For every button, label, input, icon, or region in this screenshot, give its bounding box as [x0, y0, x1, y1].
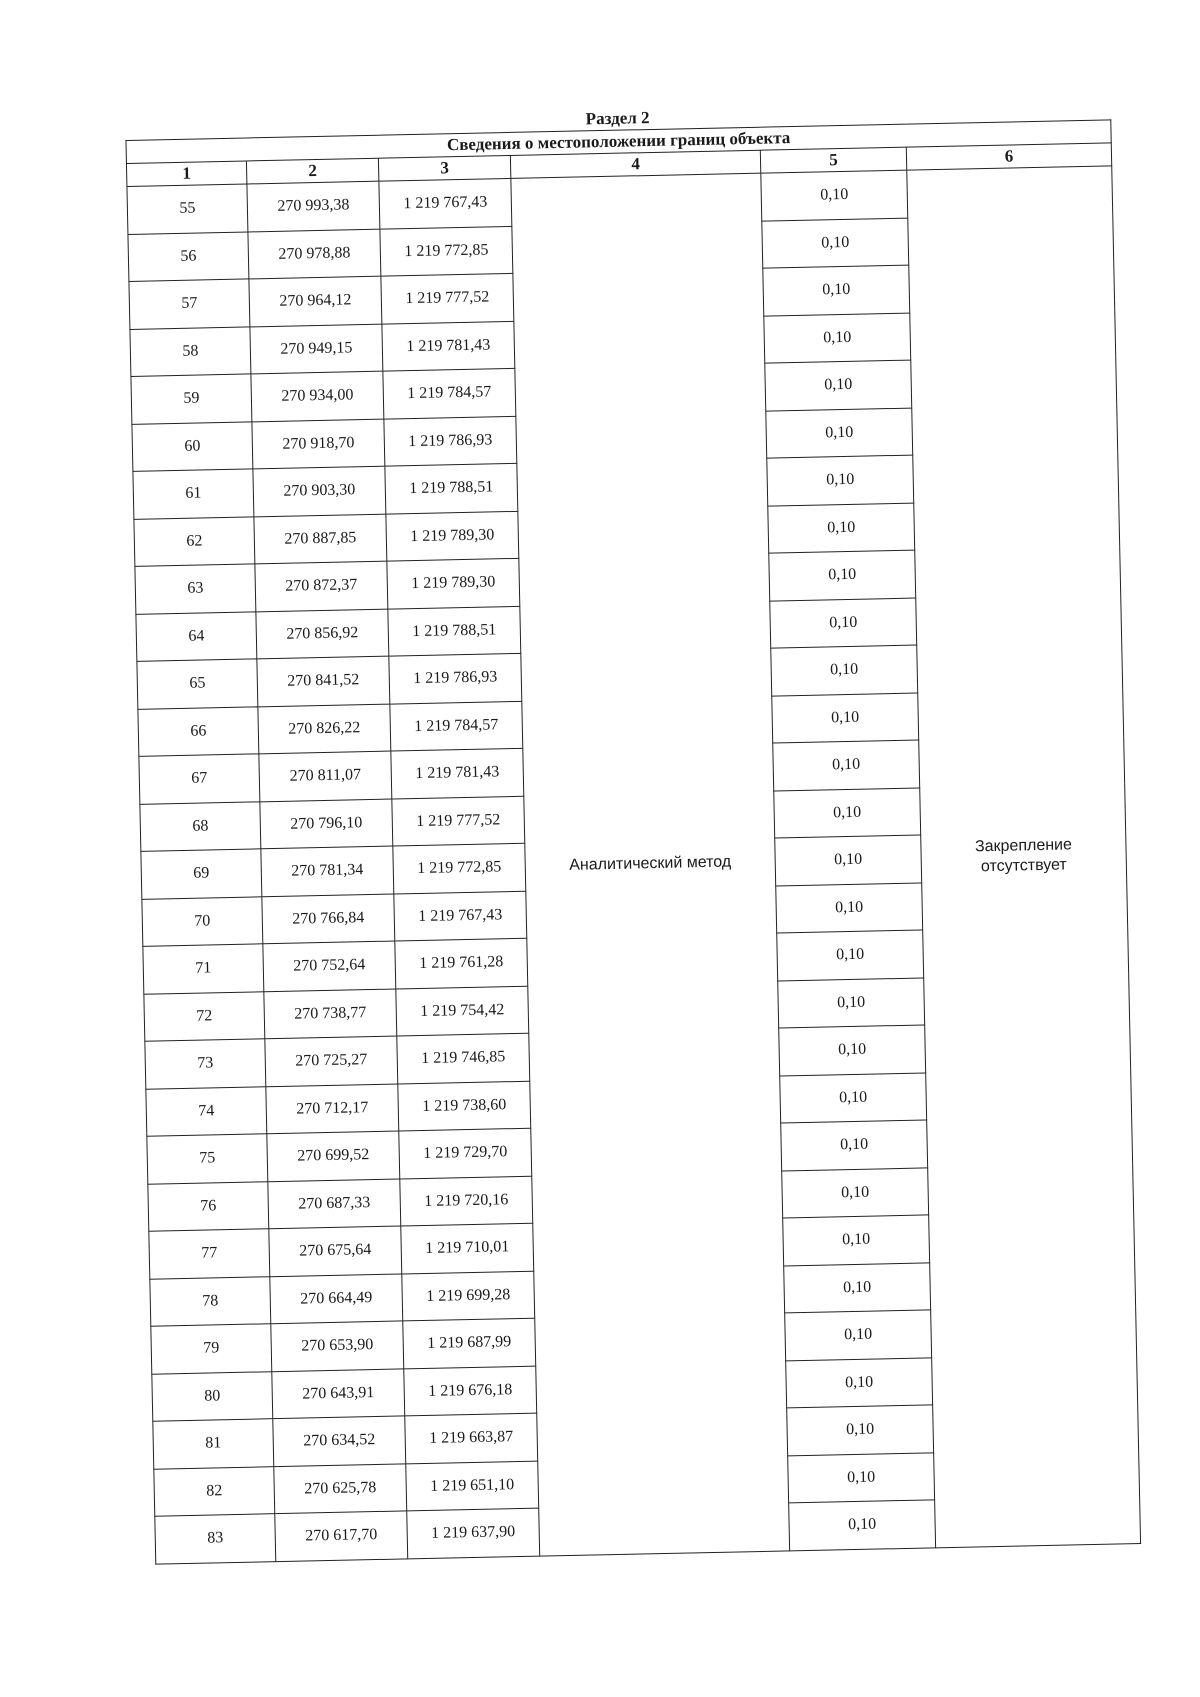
fixation-cell — [907, 166, 1141, 1547]
y-coordinate-cell: 1 219 738,60 — [398, 1081, 531, 1131]
accuracy-cell: 0,10 — [763, 265, 910, 316]
accuracy-cell: 0,10 — [789, 1500, 936, 1551]
column-header-4: 4 — [510, 150, 760, 178]
x-coordinate-cell: 270 856,92 — [256, 609, 389, 659]
accuracy-cell: 0,10 — [776, 882, 923, 933]
x-coordinate-cell: 270 752,64 — [263, 941, 396, 991]
point-number-cell: 72 — [144, 991, 265, 1041]
section-title: Раздел 2 — [585, 108, 650, 129]
x-coordinate-cell: 270 634,52 — [273, 1416, 406, 1466]
y-coordinate-cell: 1 219 789,30 — [386, 511, 519, 561]
accuracy-cell: 0,10 — [779, 1025, 926, 1076]
y-coordinate-cell: 1 219 767,43 — [379, 178, 512, 228]
accuracy-cell: 0,10 — [762, 218, 909, 269]
column-header-3: 3 — [378, 155, 510, 181]
accuracy-cell: 0,10 — [764, 313, 911, 364]
x-coordinate-cell: 270 826,22 — [258, 704, 391, 754]
document-sheet — [125, 97, 1140, 1564]
accuracy-cell: 0,10 — [778, 977, 925, 1028]
y-coordinate-cell: 1 219 786,93 — [384, 416, 517, 466]
y-coordinate-cell: 1 219 676,18 — [404, 1366, 537, 1416]
column-header-6: 6 — [906, 143, 1111, 170]
y-coordinate-cell: 1 219 754,42 — [396, 986, 529, 1036]
accuracy-cell: 0,10 — [782, 1167, 929, 1218]
point-number-cell: 64 — [136, 611, 257, 661]
x-coordinate-cell: 270 796,10 — [260, 799, 393, 849]
point-number-cell: 71 — [143, 944, 264, 994]
x-coordinate-cell: 270 712,17 — [266, 1083, 399, 1133]
x-coordinate-cell: 270 625,78 — [274, 1463, 407, 1513]
x-coordinate-cell: 270 978,88 — [248, 229, 381, 279]
x-coordinate-cell: 270 675,64 — [269, 1226, 402, 1276]
point-number-cell: 70 — [142, 896, 263, 946]
accuracy-cell: 0,10 — [777, 930, 924, 981]
y-coordinate-cell: 1 219 720,16 — [400, 1176, 533, 1226]
accuracy-cell: 0,10 — [775, 835, 922, 886]
accuracy-cell: 0,10 — [784, 1262, 931, 1313]
y-coordinate-cell: 1 219 777,52 — [381, 273, 514, 323]
x-coordinate-cell: 270 738,77 — [264, 989, 397, 1039]
point-number-cell: 62 — [134, 516, 255, 566]
point-number-cell: 65 — [137, 659, 258, 709]
point-number-cell: 68 — [140, 801, 261, 851]
point-number-cell: 57 — [129, 279, 250, 329]
x-coordinate-cell: 270 841,52 — [257, 656, 390, 706]
x-coordinate-cell: 270 617,70 — [275, 1511, 408, 1561]
y-coordinate-cell: 1 219 781,43 — [382, 321, 515, 371]
fixation-line-1: Закрепление — [974, 836, 1073, 856]
y-coordinate-cell: 1 219 687,99 — [403, 1318, 536, 1368]
point-number-cell: 60 — [132, 421, 253, 471]
x-coordinate-cell: 270 918,70 — [252, 419, 385, 469]
y-coordinate-cell: 1 219 772,85 — [380, 226, 513, 276]
column-header-1: 1 — [126, 161, 246, 187]
table-body — [127, 166, 1141, 1564]
accuracy-cell: 0,10 — [769, 550, 916, 601]
point-number-cell: 67 — [139, 754, 260, 804]
accuracy-cell: 0,10 — [774, 788, 921, 839]
point-number-cell: 69 — [141, 849, 262, 899]
point-number-cell: 79 — [151, 1324, 272, 1374]
y-coordinate-cell: 1 219 637,90 — [407, 1508, 540, 1558]
y-coordinate-cell: 1 219 767,43 — [394, 891, 527, 941]
accuracy-cell: 0,10 — [781, 1120, 928, 1171]
boundary-table — [125, 119, 1141, 1564]
y-coordinate-cell: 1 219 761,28 — [395, 938, 528, 988]
y-coordinate-cell: 1 219 651,10 — [406, 1461, 539, 1511]
point-number-cell: 74 — [146, 1086, 267, 1136]
fixation-line-2: отсутствует — [980, 856, 1067, 876]
y-coordinate-cell: 1 219 784,57 — [383, 368, 516, 418]
y-coordinate-cell: 1 219 781,43 — [391, 748, 524, 798]
y-coordinate-cell: 1 219 777,52 — [392, 796, 525, 846]
y-coordinate-cell: 1 219 746,85 — [397, 1033, 530, 1083]
point-number-cell: 66 — [138, 706, 259, 756]
y-coordinate-cell: 1 219 784,57 — [390, 701, 523, 751]
point-number-cell: 80 — [152, 1371, 273, 1421]
point-number-cell: 56 — [128, 231, 249, 281]
x-coordinate-cell: 270 887,85 — [254, 514, 387, 564]
y-coordinate-cell: 1 219 788,51 — [385, 463, 518, 513]
point-number-cell: 78 — [150, 1276, 271, 1326]
table-caption: Сведения о местоположении границ объекта — [126, 120, 1111, 164]
accuracy-cell: 0,10 — [770, 598, 917, 649]
point-number-cell: 75 — [147, 1134, 268, 1184]
x-coordinate-cell: 270 687,33 — [268, 1178, 401, 1228]
point-number-cell: 55 — [127, 184, 248, 234]
x-coordinate-cell: 270 781,34 — [261, 846, 394, 896]
point-number-cell: 77 — [149, 1229, 270, 1279]
y-coordinate-cell: 1 219 710,01 — [401, 1223, 534, 1273]
x-coordinate-cell: 270 664,49 — [270, 1273, 403, 1323]
x-coordinate-cell: 270 872,37 — [255, 561, 388, 611]
accuracy-cell: 0,10 — [786, 1357, 933, 1408]
column-header-5: 5 — [760, 147, 906, 173]
y-coordinate-cell: 1 219 789,30 — [387, 558, 520, 608]
point-number-cell: 58 — [130, 326, 251, 376]
point-number-cell: 83 — [155, 1514, 276, 1564]
y-coordinate-cell: 1 219 729,70 — [399, 1128, 532, 1178]
y-coordinate-cell: 1 219 663,87 — [405, 1413, 538, 1463]
accuracy-cell: 0,10 — [767, 455, 914, 506]
y-coordinate-cell: 1 219 786,93 — [389, 653, 522, 703]
x-coordinate-cell: 270 653,90 — [271, 1321, 404, 1371]
accuracy-cell: 0,10 — [761, 170, 908, 221]
x-coordinate-cell: 270 811,07 — [259, 751, 392, 801]
accuracy-cell: 0,10 — [788, 1452, 935, 1503]
point-number-cell: 76 — [148, 1181, 269, 1231]
method-cell: Аналитический метод — [511, 173, 790, 1555]
accuracy-cell: 0,10 — [766, 408, 913, 459]
x-coordinate-cell: 270 766,84 — [262, 894, 395, 944]
accuracy-cell: 0,10 — [785, 1310, 932, 1361]
accuracy-cell: 0,10 — [783, 1215, 930, 1266]
accuracy-cell: 0,10 — [768, 503, 915, 554]
point-number-cell: 63 — [135, 564, 256, 614]
point-number-cell: 61 — [133, 469, 254, 519]
x-coordinate-cell: 270 725,27 — [265, 1036, 398, 1086]
x-coordinate-cell: 270 949,15 — [250, 324, 383, 374]
point-number-cell: 82 — [154, 1466, 275, 1516]
x-coordinate-cell: 270 993,38 — [247, 181, 380, 231]
accuracy-cell: 0,10 — [787, 1405, 934, 1456]
accuracy-cell: 0,10 — [773, 740, 920, 791]
point-number-cell: 59 — [131, 374, 252, 424]
x-coordinate-cell: 270 934,00 — [251, 371, 384, 421]
x-coordinate-cell: 270 964,12 — [249, 276, 382, 326]
y-coordinate-cell: 1 219 772,85 — [393, 843, 526, 893]
y-coordinate-cell: 1 219 699,28 — [402, 1271, 535, 1321]
accuracy-cell: 0,10 — [772, 693, 919, 744]
x-coordinate-cell: 270 643,91 — [272, 1368, 405, 1418]
accuracy-cell: 0,10 — [780, 1072, 927, 1123]
x-coordinate-cell: 270 699,52 — [267, 1131, 400, 1181]
point-number-cell: 81 — [153, 1419, 274, 1469]
accuracy-cell: 0,10 — [765, 360, 912, 411]
y-coordinate-cell: 1 219 788,51 — [388, 606, 521, 656]
point-number-cell: 73 — [145, 1039, 266, 1089]
column-header-2: 2 — [246, 158, 378, 184]
x-coordinate-cell: 270 903,30 — [253, 466, 386, 516]
accuracy-cell: 0,10 — [771, 645, 918, 696]
